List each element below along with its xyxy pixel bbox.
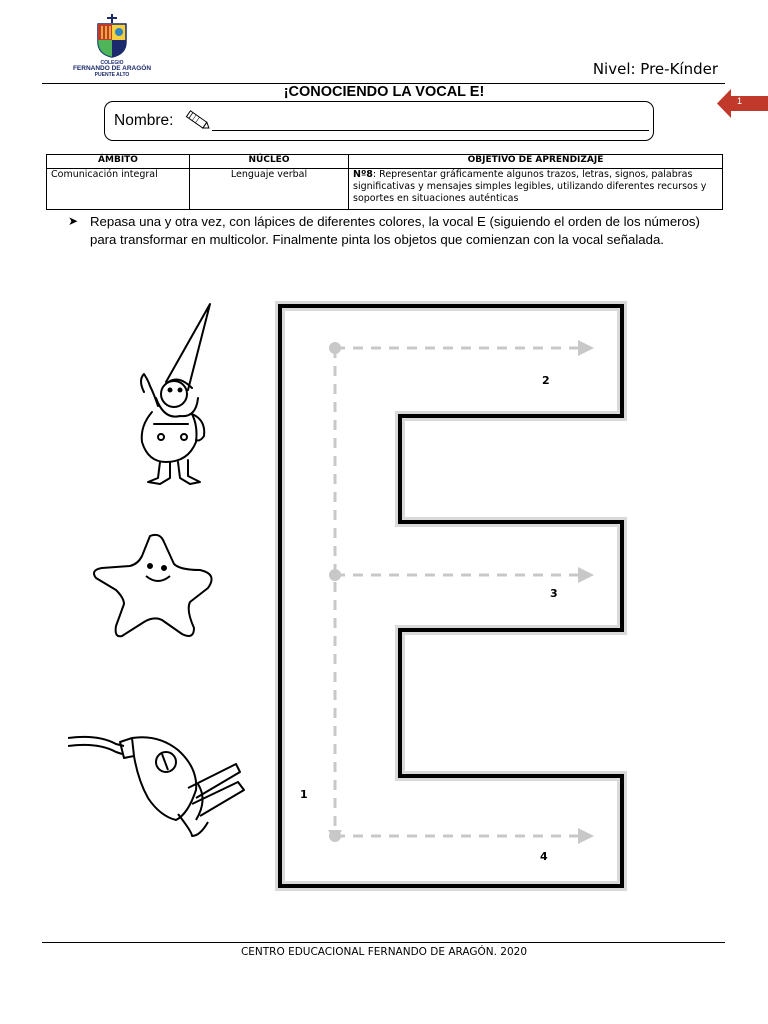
start-dot-1 bbox=[329, 342, 341, 354]
stroke-number: 4 bbox=[540, 850, 548, 863]
table-row bbox=[47, 169, 723, 210]
instruction bbox=[68, 213, 728, 248]
objectives-table bbox=[46, 154, 723, 210]
logo-text-main: FERNANDO DE ARAGÓN bbox=[72, 65, 152, 72]
school-logo bbox=[72, 14, 152, 80]
instruction-text: Repasa una y otra vez, con lápices de diferentes colores, la vocal E (siguiendo el orden de los números) para transformar en multicolor. Finalmente pinta los objetos que comienzan con la vocal señalada. bbox=[90, 214, 700, 247]
objetivo-number: Nº8 bbox=[353, 169, 373, 180]
cell-objetivo bbox=[349, 169, 723, 210]
arrow-icon bbox=[578, 340, 594, 356]
page-number: 1 bbox=[737, 96, 743, 106]
stroke-number: 2 bbox=[542, 374, 550, 387]
cell-nucleo: Lenguaje verbal bbox=[190, 169, 349, 210]
footer-text: CENTRO EDUCACIONAL FERNANDO DE ARAGÓN. 2020 bbox=[240, 946, 528, 958]
logo-text-top: COLEGIO bbox=[100, 60, 124, 66]
logo-text-bottom: PUENTE ALTO bbox=[94, 72, 130, 78]
star-drawing-icon[interactable] bbox=[90, 532, 224, 640]
name-write-line[interactable] bbox=[212, 130, 649, 131]
footer-divider bbox=[42, 942, 725, 943]
arrow-icon bbox=[578, 567, 594, 583]
stroke-number: 3 bbox=[550, 587, 558, 600]
arrow-icon bbox=[578, 828, 594, 844]
objetivo-text: : Representar gráficamente algunos trazos, letras, signos, palabras significativas y mensajes simples legibles, utilizando diferentes recursos y soportes en situaciones auténticas bbox=[353, 169, 707, 204]
arrow-bullet-icon: ➤ bbox=[68, 214, 79, 228]
letter-e-tracing[interactable] bbox=[268, 296, 640, 900]
pencil-icon bbox=[184, 110, 212, 132]
stroke-number: 1 bbox=[300, 788, 308, 801]
header-objetivo: OBJETIVO DE APRENDIZAJE bbox=[349, 155, 723, 169]
letter-e-outline bbox=[280, 306, 622, 886]
header-nucleo: NÚCLEO bbox=[190, 155, 349, 169]
plug-drawing-icon[interactable] bbox=[68, 724, 250, 848]
level-label: Nivel: Pre-Kínder bbox=[592, 60, 718, 78]
crest-icon bbox=[94, 14, 130, 58]
worksheet-title: ¡CONOCIENDO LA VOCAL E! bbox=[283, 84, 485, 100]
elf-drawing-icon[interactable] bbox=[126, 302, 212, 488]
name-label: Nombre: bbox=[114, 112, 174, 129]
start-dot-2 bbox=[329, 569, 341, 581]
cell-ambito: Comunicación integral bbox=[47, 169, 190, 210]
header-ambito: ÁMBITO bbox=[47, 155, 190, 169]
